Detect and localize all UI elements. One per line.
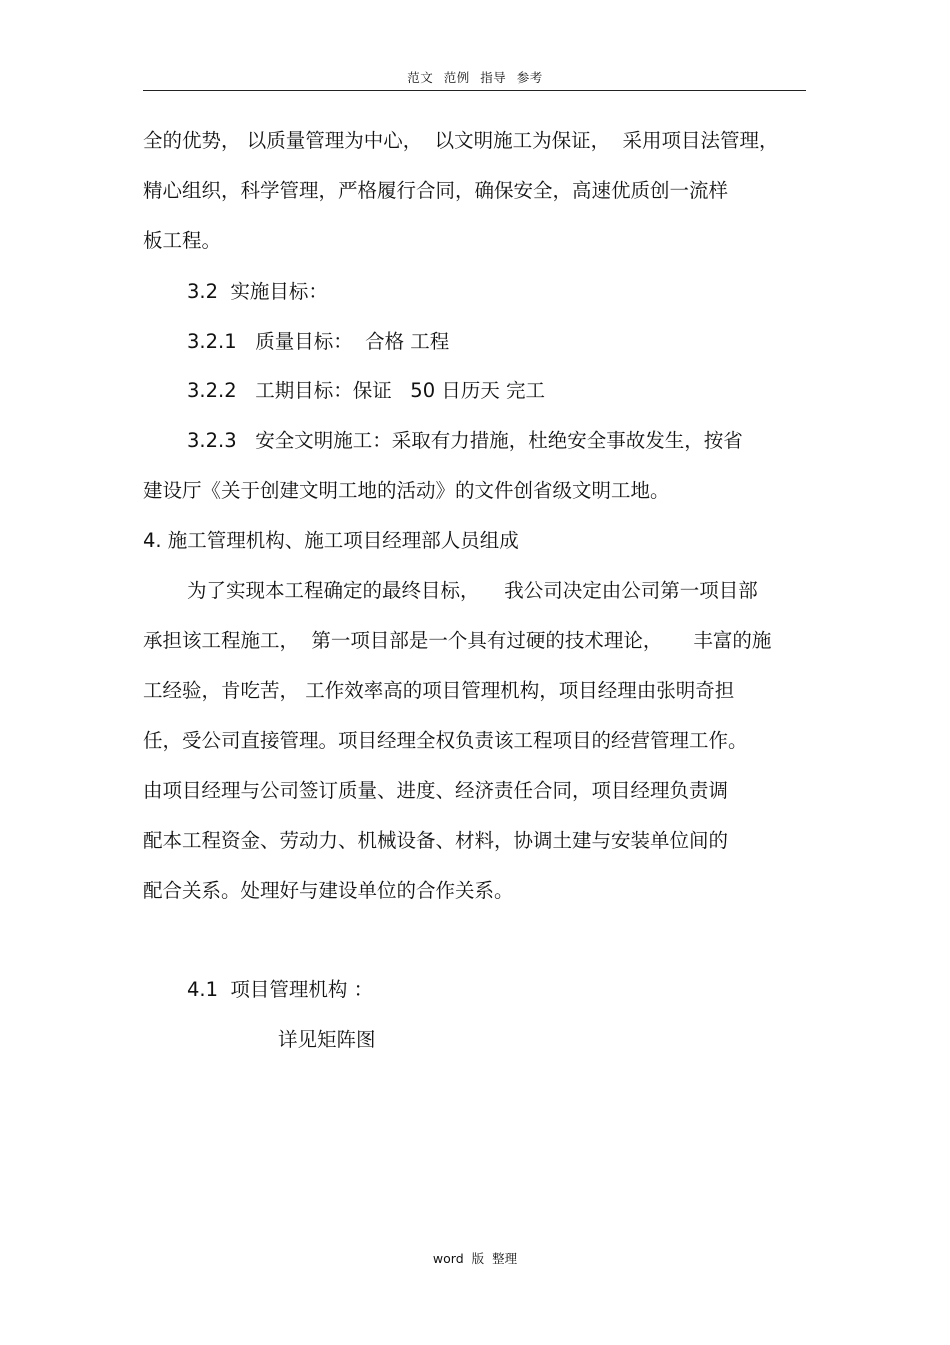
paragraph-line: 板工程。	[143, 229, 222, 252]
paragraph-line: 精心组织，科学管理，严格履行合同，确保安全，高速优质创一流样	[143, 179, 729, 202]
header-divider	[143, 90, 806, 91]
paragraph-line: 承担该工程施工， 第一项目部是一个具有过硬的技术理论， 丰富的施	[143, 629, 772, 652]
paragraph-line: 由项目经理与公司签订质量、进度、经济责任合同，项目经理负责调	[143, 779, 729, 802]
paragraph-line: 任，受公司直接管理。项目经理全权负责该工程项目的经营管理工作。	[143, 729, 748, 752]
paragraph-line: 建设厅《关于创建文明工地的活动》的文件创省级文明工地。	[143, 479, 670, 502]
paragraph-line: 工经验，肯吃苦， 工作效率高的项目管理机构，项目经理由张明奇担	[143, 679, 735, 702]
paragraph-line: 全的优势， 以质量管理为中心， 以文明施工为保证， 采用项目法管理，	[143, 129, 779, 152]
page-header: 范文 范例 指导 参考	[407, 70, 543, 85]
section-heading-4: 4. 施工管理机构、施工项目经理部人员组成	[143, 529, 519, 552]
safety-target-line: 3.2.3 安全文明施工：采取有力措施，杜绝安全事故发生，按省	[187, 429, 743, 452]
quality-target-line: 3.2.1 质量目标： 合格 工程	[187, 330, 450, 353]
paragraph-line: 配合关系。处理好与建设单位的合作关系。	[143, 879, 514, 902]
page-footer: word 版 整理	[432, 1251, 518, 1266]
section-heading-3-2: 3.2 实施目标：	[187, 280, 328, 303]
matrix-reference: 详见矩阵图	[278, 1028, 376, 1051]
paragraph-line: 配本工程资金、劳动力、机械设备、材料，协调土建与安装单位间的	[143, 829, 729, 852]
schedule-target-line: 3.2.2 工期目标：保证 50 日历天 完工	[187, 379, 546, 402]
section-heading-4-1: 4.1 项目管理机构 ：	[187, 978, 374, 1001]
paragraph-line: 为了实现本工程确定的最终目标， 我公司决定由公司第一项目部	[187, 579, 758, 602]
